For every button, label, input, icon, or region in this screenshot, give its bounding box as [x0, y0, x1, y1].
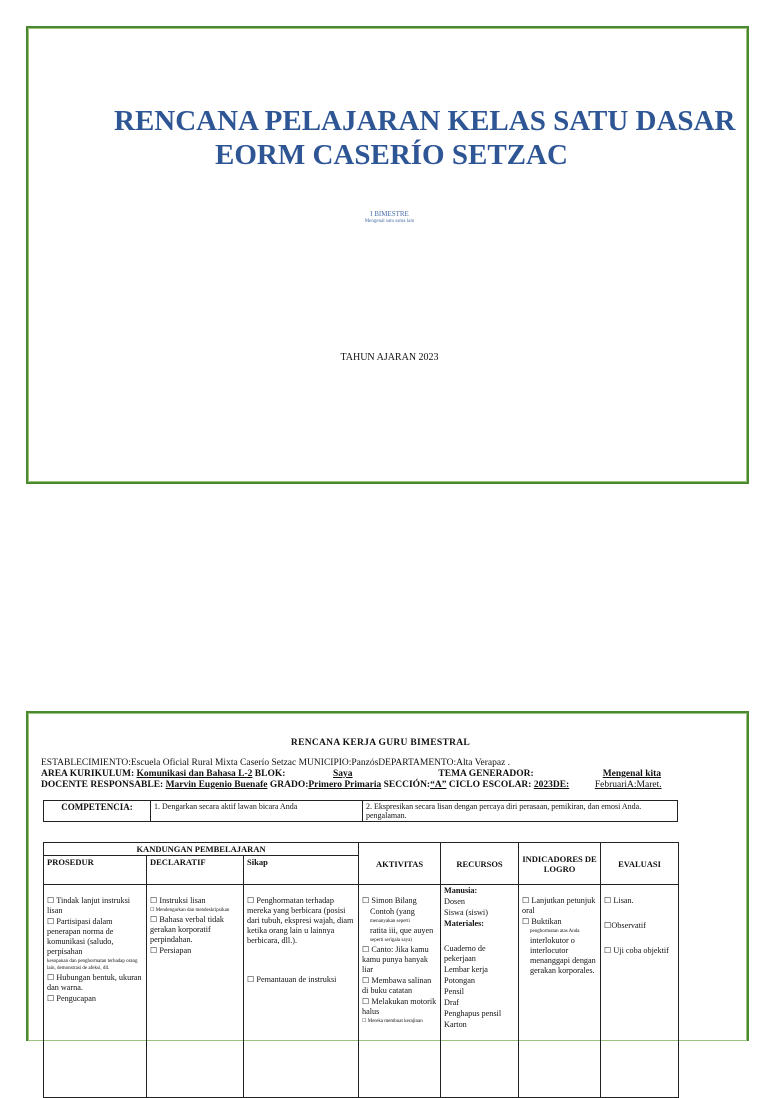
list-item: ratita iii, que auyen — [370, 926, 434, 935]
list-item: ☐ Instruksi lisan — [150, 896, 206, 905]
list-item: Penghapus pensil — [444, 1009, 502, 1018]
list-item: ☐ Buktikan — [522, 917, 562, 926]
prosedur-header: PROSEDUR — [44, 856, 147, 885]
area-label: AREA KURIKULUM: — [41, 769, 135, 779]
list-item: ☐Observatif — [604, 921, 646, 930]
grado-value: Primero Primaria — [308, 780, 382, 790]
area-line — [41, 769, 661, 780]
list-item: Draf — [444, 998, 460, 1007]
list-item: interlokutor o interlocutor menanggapi dengan gerakan korporales. — [530, 936, 596, 975]
docente-label: DOCENTE RESPONSABLE: — [41, 780, 164, 790]
sikap-cell — [244, 885, 359, 1098]
list-item: Dosen — [444, 897, 465, 906]
seccion-value: “A” — [430, 780, 447, 790]
recursos-header: RECURSOS — [441, 843, 519, 885]
list-item: Lembar kerja — [444, 965, 488, 974]
grado-label: GRADO: — [269, 780, 309, 790]
seccion-label: SECCIÓN: — [383, 780, 431, 790]
list-item: ☐ Partisipasi dalam penerapan norma de komunikasi (saludo, perpisahan — [47, 917, 114, 956]
list-item: menanyakan seperti — [370, 919, 410, 924]
list-item: ☐ Tindak lanjut instruksi lisan — [47, 896, 131, 915]
tema-label: TEMA GENERADOR: — [438, 769, 534, 779]
list-item: Manusia: — [444, 886, 478, 895]
list-item: ☐ Membawa salinan di buku catatan — [362, 976, 432, 995]
indicadores-header: INDICADORES DE LOGRO — [519, 843, 601, 885]
area-value: Komunikasi dan Bahasa L-2 — [136, 769, 253, 779]
competency-table — [43, 800, 678, 822]
list-item: ☐ Bahasa verbal tidak gerakan korporatif perpindahan. — [150, 915, 224, 944]
plan-title: RENCANA KERJA GURU BIMESTRAL — [290, 738, 471, 748]
docente-value: Marvin Eugenio Buenafe — [165, 780, 268, 790]
ciclo-value: 2023DE: — [533, 780, 570, 790]
list-item: ☐ Penghormatan terhadap mereka yang berbicara (posisi dari tubuh, ekspresi wajah, diam ketika orang lain u lainnya berbicara, dll.). — [247, 896, 354, 945]
cover-title — [114, 104, 754, 172]
list-item: Karton — [444, 1020, 467, 1029]
list-item: Materiales: — [444, 919, 485, 928]
list-item: ☐ Persiapan — [150, 946, 192, 955]
list-item: ☐ Mendengarkan dan mendeskripsikan — [150, 908, 230, 913]
cover-subtitle: Mengenal satu sama lain — [364, 219, 415, 224]
bimestre-label: I BIMESTRE — [370, 210, 409, 218]
tema-value: Mengenal kita — [602, 769, 662, 779]
list-item: ☐ Pemantauan de instruksi — [247, 975, 337, 984]
list-item: Siswa (siswi) — [444, 908, 488, 917]
learning-content-table — [43, 842, 679, 1098]
blok-value: Saya — [333, 769, 353, 779]
list-item: ☐ Pengucapan — [47, 994, 96, 1003]
cover-title-line2: EORM CASERÍO SETZAC — [215, 139, 568, 171]
list-item: ☐ Melakukan motorik halus — [362, 997, 437, 1016]
aktivitas-header: AKTIVITAS — [359, 843, 441, 885]
list-item: ☐ Lisan. — [604, 896, 634, 905]
evaluasi-header: EVALUASI — [601, 843, 679, 885]
list-item: seperti serigala saya) — [370, 938, 412, 943]
blok-label: BLOK: — [254, 769, 286, 779]
list-item: Cuaderno de pekerjaan — [444, 944, 486, 963]
competency-2: 2. Ekspresikan secara lisan dengan percaya diri perasaan, pemikiran, dan emosi Anda. pengalaman. — [363, 801, 678, 822]
declaratif-header: DECLARATIF — [147, 856, 244, 885]
list-item: ☐ Canto: Jika kamu kamu punya banyak liar — [362, 945, 429, 974]
list-item: ☐ Mereka membuat kerajinan — [362, 1019, 423, 1024]
list-item: kesopanan dan penghormatan terhadap orang lain, demonstrasi de afeksi, dll. — [47, 959, 138, 971]
docente-line — [41, 780, 662, 791]
fecha-value: FebruariA:Maret. — [594, 780, 662, 790]
competency-1: 1. Dengarkan secara aktif lawan bicara Anda — [151, 801, 363, 822]
kandungan-header: KANDUNGAN PEMBELAJARAN — [44, 843, 359, 856]
indicadores-cell — [519, 885, 601, 1098]
recursos-cell — [441, 885, 519, 1098]
prosedur-cell — [44, 885, 147, 1098]
list-item: Pensil — [444, 987, 465, 996]
aktivitas-cell — [359, 885, 441, 1098]
list-item: ☐ Uji coba objektif — [604, 946, 669, 955]
list-item: ☐ Hubungan bentuk, ukuran dan warna. — [47, 973, 142, 992]
establishment-line: ESTABLECIMIENTO:Escuela Oficial Rural Mixta Caserío Setzac MUNICIPIO:PanzósDEPARTAMENTO:Alta Verapaz . — [41, 758, 511, 768]
list-item: ☐ Lanjutkan petunjuk oral — [522, 896, 596, 915]
competency-label: COMPETENCIA: — [44, 801, 151, 822]
list-item: penghormatan atas Anda — [530, 929, 580, 934]
evaluasi-cell — [601, 885, 679, 1098]
cover-title-line1: RENCANA PELAJARAN KELAS SATU DASAR — [114, 105, 736, 137]
list-item: Contoh (yang — [370, 907, 415, 916]
ciclo-label: CICLO ESCOLAR: — [448, 780, 532, 790]
sikap-header: Sikap — [244, 856, 359, 885]
list-item: ☐ Simon Bilang — [362, 896, 417, 905]
declaratif-cell — [147, 885, 244, 1098]
cover-page — [26, 26, 749, 484]
plan-page — [26, 711, 749, 1041]
list-item: Potongan — [444, 976, 475, 985]
school-year: TAHUN AJARAN 2023 — [340, 352, 439, 363]
